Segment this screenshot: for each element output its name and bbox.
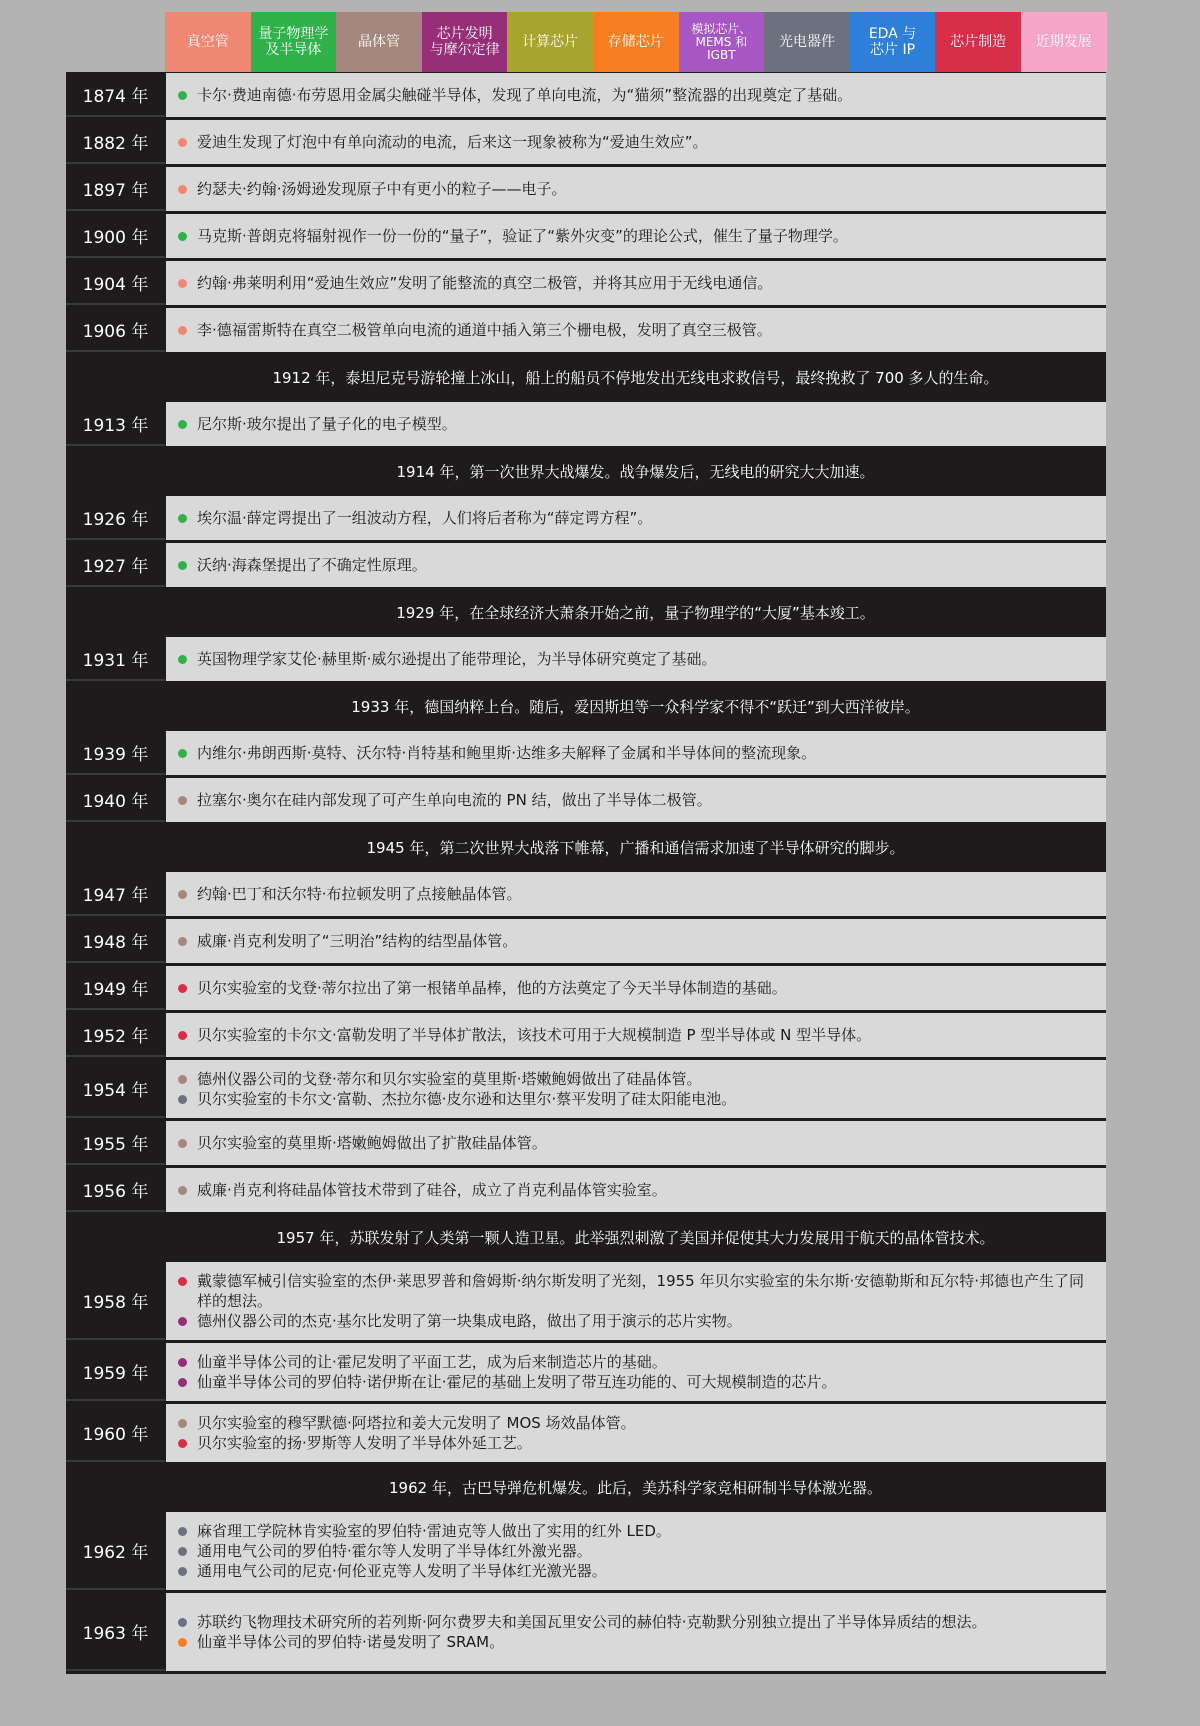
event-item xyxy=(178,555,1092,575)
event-item xyxy=(178,790,1092,810)
event-item xyxy=(178,508,1092,528)
event-description-cell xyxy=(166,167,1106,211)
category-dot-icon xyxy=(178,1358,187,1367)
event-text: 尼尔斯·玻尔提出了量子化的电子模型。 xyxy=(197,415,457,433)
event-text: 通用电气公司的罗伯特·霍尔等人发明了半导体红外激光器。 xyxy=(197,1542,592,1560)
event-description-cell xyxy=(166,1343,1106,1401)
event-item xyxy=(178,132,1092,152)
category-dot-icon xyxy=(178,1317,187,1326)
timeline-table xyxy=(66,72,1106,1674)
timeline-row xyxy=(66,167,1106,211)
year-label: 1955 年 xyxy=(66,1121,165,1165)
event-text: 贝尔实验室的扬·罗斯等人发明了半导体外延工艺。 xyxy=(197,1434,532,1452)
event-item xyxy=(178,1632,1092,1652)
event-description-cell xyxy=(166,1060,1106,1118)
event-description-cell xyxy=(166,731,1106,775)
category-dot-icon xyxy=(178,1031,187,1040)
event-description-cell xyxy=(166,1013,1106,1057)
historical-event-banner: 1957 年，苏联发射了人类第一颗人造卫星。此举强烈刺激了美国并促使其大力发展用于航天的晶体管技术。 xyxy=(276,1228,995,1247)
event-text: 拉塞尔·奥尔在硅内部发现了可产生单向电流的 PN 结，做出了半导体二极管。 xyxy=(197,791,712,809)
timeline-row xyxy=(66,402,1106,446)
year-label: 1926 年 xyxy=(66,496,165,540)
year-label: 1874 年 xyxy=(66,73,165,117)
timeline-row xyxy=(66,1404,1106,1462)
event-description-cell xyxy=(166,543,1106,587)
legend-item: 模拟芯片、 MEMS 和 IGBT xyxy=(679,12,765,72)
category-dot-icon xyxy=(178,984,187,993)
event-text: 麻省理工学院林肯实验室的罗伯特·雷迪克等人做出了实用的红外 LED。 xyxy=(197,1522,671,1540)
event-item xyxy=(178,226,1092,246)
event-text: 德州仪器公司的杰克·基尔比发明了第一块集成电路，做出了用于演示的芯片实物。 xyxy=(197,1312,742,1330)
legend-item: 芯片制造 xyxy=(935,12,1021,72)
event-item xyxy=(178,85,1092,105)
event-item xyxy=(178,1271,1092,1311)
year-label: 1962 年 xyxy=(66,1512,165,1590)
event-item xyxy=(178,1311,1092,1331)
event-text: 威廉·肖克利发明了“三明治”结构的结型晶体管。 xyxy=(197,932,518,950)
event-item xyxy=(178,1521,1092,1541)
year-label: 1958 年 xyxy=(66,1262,165,1340)
category-dot-icon xyxy=(178,91,187,100)
event-description-cell xyxy=(166,919,1106,963)
event-item xyxy=(178,1561,1092,1581)
event-description-cell xyxy=(166,1168,1106,1212)
legend-item: 芯片发明 与摩尔定律 xyxy=(422,12,508,72)
timeline-row xyxy=(66,1013,1106,1057)
legend-item: 晶体管 xyxy=(336,12,422,72)
year-label: 1906 年 xyxy=(66,308,165,352)
historical-event-banner: 1912 年，泰坦尼克号游轮撞上冰山，船上的船员不停地发出无线电求救信号，最终挽救了 700 多人的生命。 xyxy=(272,368,999,387)
category-dot-icon xyxy=(178,1567,187,1576)
category-dot-icon xyxy=(178,937,187,946)
timeline-row xyxy=(66,1121,1106,1165)
event-description-cell xyxy=(166,261,1106,305)
category-dot-icon xyxy=(178,326,187,335)
event-text: 英国物理学家艾伦·赫里斯·威尔逊提出了能带理论，为半导体研究奠定了基础。 xyxy=(197,650,717,668)
event-description-cell xyxy=(166,872,1106,916)
event-item xyxy=(178,1352,1092,1372)
year-label: 1949 年 xyxy=(66,966,165,1010)
historical-event-banner: 1945 年，第二次世界大战落下帷幕，广播和通信需求加速了半导体研究的脚步。 xyxy=(366,838,905,857)
event-text: 贝尔实验室的戈登·蒂尔拉出了第一根锗单晶棒，他的方法奠定了今天半导体制造的基础。 xyxy=(197,979,787,997)
timeline-row xyxy=(66,496,1106,540)
category-legend xyxy=(165,12,1107,72)
category-dot-icon xyxy=(178,232,187,241)
year-label: 1939 年 xyxy=(66,731,165,775)
event-description-cell xyxy=(166,402,1106,446)
event-text: 威廉·肖克利将硅晶体管技术带到了硅谷，成立了肖克利晶体管实验室。 xyxy=(197,1181,667,1199)
historical-event-banner: 1962 年，古巴导弹危机爆发。此后，美苏科学家竞相研制半导体激光器。 xyxy=(389,1478,882,1497)
event-item xyxy=(178,414,1092,434)
event-description-cell xyxy=(166,1512,1106,1590)
event-text: 约翰·弗莱明利用“爱迪生效应”发明了能整流的真空二极管，并将其应用于无线电通信。 xyxy=(197,274,773,292)
timeline-row xyxy=(66,73,1106,117)
event-text: 卡尔·费迪南德·布劳恩用金属尖触碰半导体，发现了单向电流，为“猫须”整流器的出现奠定了基础。 xyxy=(197,86,853,104)
timeline-row xyxy=(66,1262,1106,1340)
timeline-row xyxy=(66,214,1106,258)
year-label: 1963 年 xyxy=(66,1593,165,1671)
event-description-cell xyxy=(166,778,1106,822)
year-label: 1954 年 xyxy=(66,1060,165,1118)
event-item xyxy=(178,1612,1092,1632)
category-dot-icon xyxy=(178,1439,187,1448)
year-label: 1900 年 xyxy=(66,214,165,258)
category-dot-icon xyxy=(178,1378,187,1387)
year-label: 1904 年 xyxy=(66,261,165,305)
category-dot-icon xyxy=(178,1139,187,1148)
legend-item: 近期发展 xyxy=(1021,12,1107,72)
historical-event-banner: 1933 年，德国纳粹上台。随后，爱因斯坦等一众科学家不得不“跃迁”到大西洋彼岸。 xyxy=(351,697,920,716)
timeline-row xyxy=(66,120,1106,164)
event-description-cell xyxy=(166,214,1106,258)
event-text: 仙童半导体公司的让·霍尼发明了平面工艺，成为后来制造芯片的基础。 xyxy=(197,1353,667,1371)
timeline-row xyxy=(66,1060,1106,1118)
timeline-row xyxy=(66,1168,1106,1212)
category-dot-icon xyxy=(178,1419,187,1428)
category-dot-icon xyxy=(178,749,187,758)
category-dot-icon xyxy=(178,1527,187,1536)
event-item xyxy=(178,1025,1092,1045)
event-item xyxy=(178,1433,1092,1453)
event-text: 爱迪生发现了灯泡中有单向流动的电流，后来这一现象被称为“爱迪生效应”。 xyxy=(197,133,708,151)
timeline-row xyxy=(66,778,1106,822)
event-text: 贝尔实验室的莫里斯·塔嫩鲍姆做出了扩散硅晶体管。 xyxy=(197,1134,547,1152)
event-item xyxy=(178,884,1092,904)
category-dot-icon xyxy=(178,1075,187,1084)
year-label: 1882 年 xyxy=(66,120,165,164)
timeline-row xyxy=(66,1593,1106,1671)
event-text: 贝尔实验室的穆罕默德·阿塔拉和姜大元发明了 MOS 场效晶体管。 xyxy=(197,1414,636,1432)
event-description-cell xyxy=(166,496,1106,540)
category-dot-icon xyxy=(178,279,187,288)
event-text: 马克斯·普朗克将辐射视作一份一份的“量子”，验证了“紫外灾变”的理论公式，催生了量子物理学。 xyxy=(197,227,848,245)
event-item xyxy=(178,1413,1092,1433)
timeline-row xyxy=(66,637,1106,681)
year-label: 1956 年 xyxy=(66,1168,165,1212)
event-item xyxy=(178,179,1092,199)
event-item xyxy=(178,1069,1092,1089)
event-item xyxy=(178,931,1092,951)
event-text: 沃纳·海森堡提出了不确定性原理。 xyxy=(197,556,427,574)
event-item xyxy=(178,649,1092,669)
category-dot-icon xyxy=(178,655,187,664)
timeline-row xyxy=(66,919,1106,963)
category-dot-icon xyxy=(178,1638,187,1647)
year-label: 1940 年 xyxy=(66,778,165,822)
event-item xyxy=(178,743,1092,763)
event-description-cell xyxy=(166,1404,1106,1462)
timeline-row xyxy=(66,731,1106,775)
category-dot-icon xyxy=(178,796,187,805)
event-item xyxy=(178,1541,1092,1561)
event-item xyxy=(178,1372,1092,1392)
event-text: 仙童半导体公司的罗伯特·诺曼发明了 SRAM。 xyxy=(197,1633,505,1651)
event-item xyxy=(178,320,1092,340)
year-label: 1948 年 xyxy=(66,919,165,963)
event-description-cell xyxy=(166,1593,1106,1671)
category-dot-icon xyxy=(178,1618,187,1627)
category-dot-icon xyxy=(178,1186,187,1195)
event-item xyxy=(178,978,1092,998)
category-dot-icon xyxy=(178,138,187,147)
timeline-row xyxy=(66,1343,1106,1401)
year-label: 1960 年 xyxy=(66,1404,165,1462)
event-description-cell xyxy=(166,1121,1106,1165)
timeline-row xyxy=(66,308,1106,352)
event-text: 戴蒙德军械引信实验室的杰伊·莱思罗普和詹姆斯·纳尔斯发明了光刻，1955 年贝尔实验室的朱尔斯·安德勒斯和瓦尔特·邦德也产生了同样的想法。 xyxy=(197,1272,1085,1310)
event-text: 内维尔·弗朗西斯·莫特、沃尔特·肖特基和鲍里斯·达维多夫解释了金属和半导体间的整流现象。 xyxy=(197,744,817,762)
event-item xyxy=(178,273,1092,293)
category-dot-icon xyxy=(178,420,187,429)
timeline-row xyxy=(66,966,1106,1010)
category-dot-icon xyxy=(178,185,187,194)
category-dot-icon xyxy=(178,890,187,899)
category-dot-icon xyxy=(178,1095,187,1104)
event-text: 通用电气公司的尼克·何伦亚克等人发明了半导体红光激光器。 xyxy=(197,1562,607,1580)
category-dot-icon xyxy=(178,561,187,570)
event-item xyxy=(178,1133,1092,1153)
event-text: 仙童半导体公司的罗伯特·诺伊斯在让·霍尼的基础上发明了带互连功能的、可大规模制造的芯片。 xyxy=(197,1373,837,1391)
event-description-cell xyxy=(166,966,1106,1010)
category-dot-icon xyxy=(178,1277,187,1286)
event-text: 贝尔实验室的卡尔文·富勒、杰拉尔德·皮尔逊和达里尔·蔡平发明了硅太阳能电池。 xyxy=(197,1090,737,1108)
timeline-row xyxy=(66,872,1106,916)
timeline-row xyxy=(66,543,1106,587)
legend-item: 计算芯片 xyxy=(507,12,593,72)
year-label: 1952 年 xyxy=(66,1013,165,1057)
legend-item: 真空管 xyxy=(165,12,251,72)
event-description-cell xyxy=(166,637,1106,681)
event-text: 约翰·巴丁和沃尔特·布拉顿发明了点接触晶体管。 xyxy=(197,885,522,903)
event-description-cell xyxy=(166,73,1106,117)
year-label: 1913 年 xyxy=(66,402,165,446)
year-label: 1959 年 xyxy=(66,1343,165,1401)
event-text: 德州仪器公司的戈登·蒂尔和贝尔实验室的莫里斯·塔嫩鲍姆做出了硅晶体管。 xyxy=(197,1070,702,1088)
event-description-cell xyxy=(166,120,1106,164)
timeline-row xyxy=(66,261,1106,305)
event-item xyxy=(178,1089,1092,1109)
event-text: 约瑟夫·约翰·汤姆逊发现原子中有更小的粒子——电子。 xyxy=(197,180,567,198)
year-label: 1927 年 xyxy=(66,543,165,587)
event-item xyxy=(178,1180,1092,1200)
year-label: 1897 年 xyxy=(66,167,165,211)
historical-event-banner: 1914 年，第一次世界大战爆发。战争爆发后，无线电的研究大大加速。 xyxy=(396,462,875,481)
event-text: 贝尔实验室的卡尔文·富勒发明了半导体扩散法，该技术可用于大规模制造 P 型半导体或 N 型半导体。 xyxy=(197,1026,872,1044)
year-label: 1947 年 xyxy=(66,872,165,916)
category-dot-icon xyxy=(178,514,187,523)
event-text: 苏联约飞物理技术研究所的若列斯·阿尔费罗夫和美国瓦里安公司的赫伯特·克勒默分别独立提出了半导体异质结的想法。 xyxy=(197,1613,987,1631)
timeline-row xyxy=(66,1512,1106,1590)
event-text: 埃尔温·薛定谔提出了一组波动方程，人们将后者称为“薛定谔方程”。 xyxy=(197,509,653,527)
event-description-cell xyxy=(166,308,1106,352)
historical-event-banner: 1929 年，在全球经济大萧条开始之前，量子物理学的“大厦”基本竣工。 xyxy=(396,603,875,622)
event-description-cell xyxy=(166,1262,1106,1340)
legend-item: 量子物理学 及半导体 xyxy=(251,12,337,72)
legend-item: 存储芯片 xyxy=(593,12,679,72)
event-text: 李·德福雷斯特在真空二极管单向电流的通道中插入第三个栅电极，发明了真空三极管。 xyxy=(197,321,772,339)
year-label: 1931 年 xyxy=(66,637,165,681)
category-dot-icon xyxy=(178,1547,187,1556)
legend-item: 光电器件 xyxy=(764,12,850,72)
legend-item: EDA 与 芯片 IP xyxy=(850,12,936,72)
